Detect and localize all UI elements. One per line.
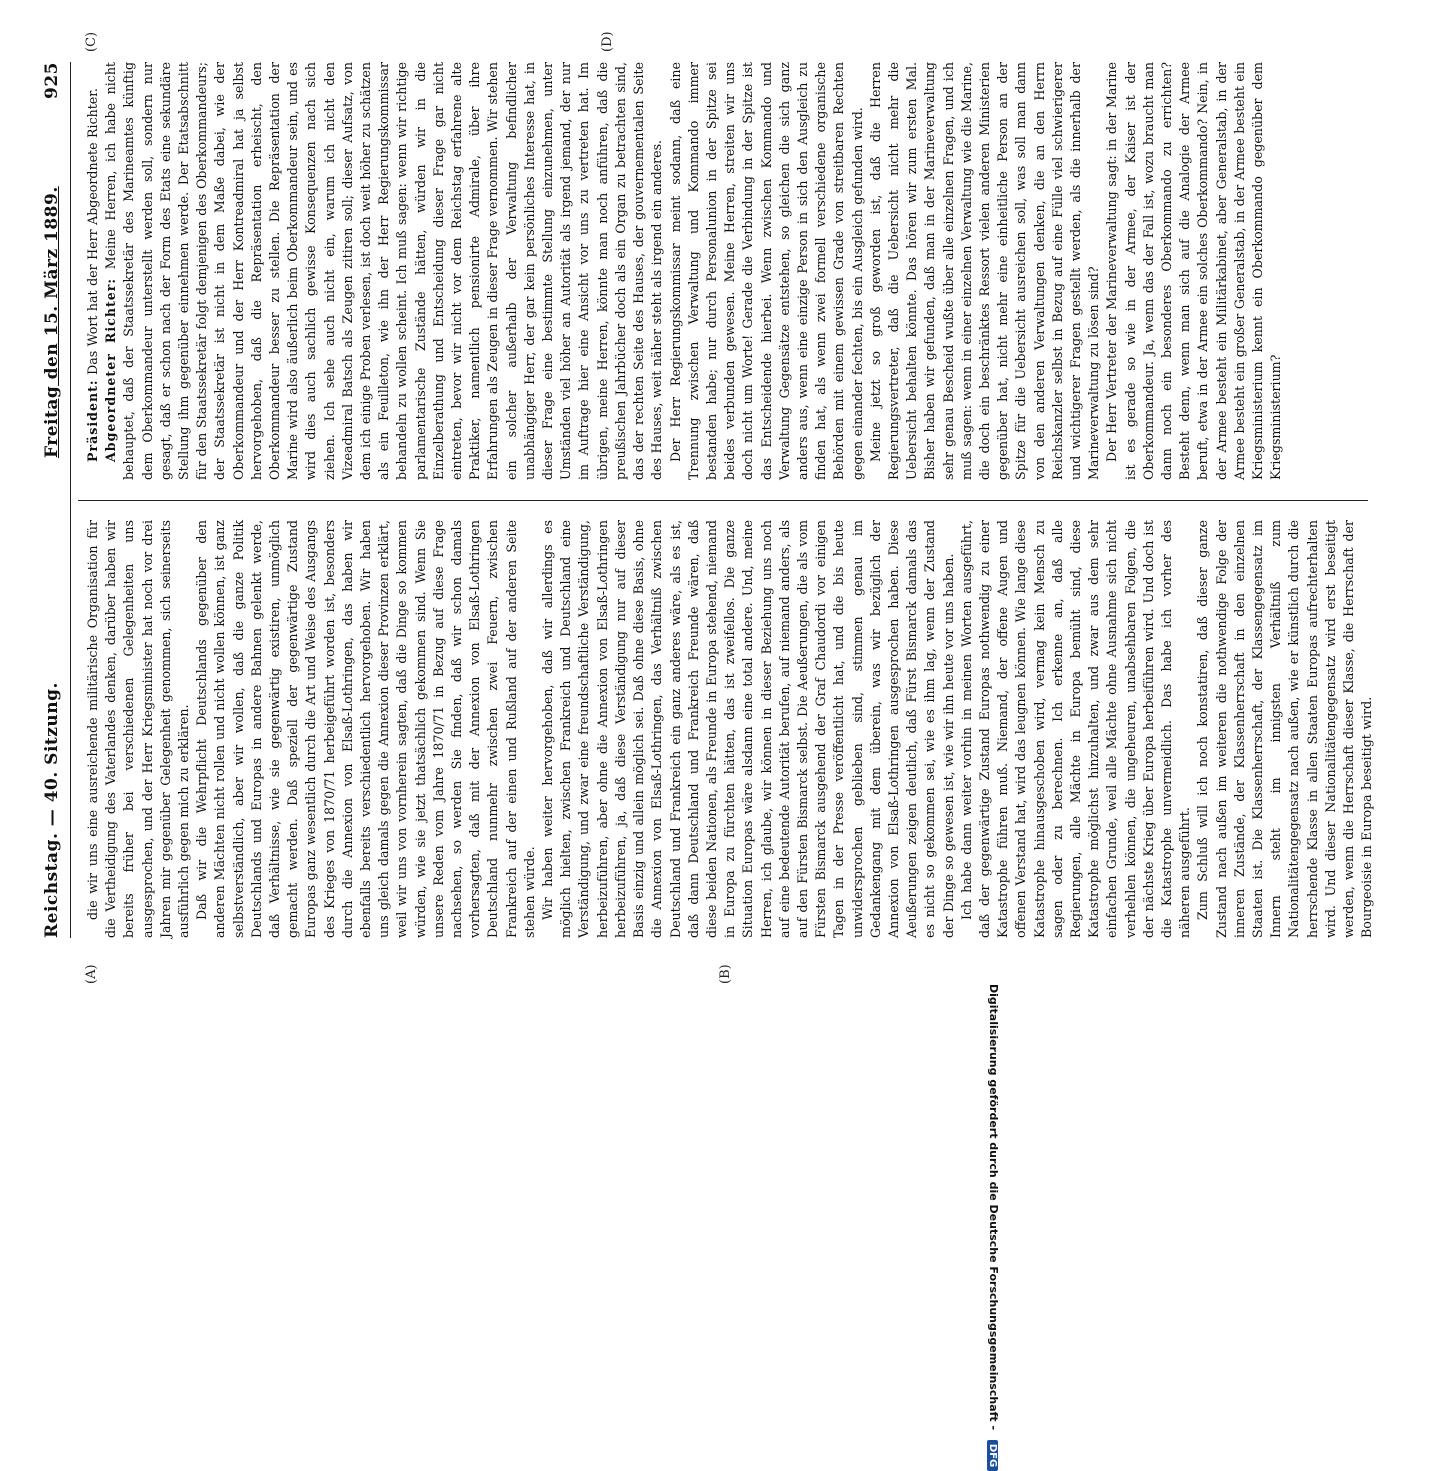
left-paragraph: Daß wir die Wehrpflicht Deutschlands gegenüber den anderen Mächten nicht rollen und nicht wollen können, ist ganz selbstverständlich, aber wir wollen, daß die ganze Politik Deutschlands und Europas in andere Bahnen gelenkt werde, daß Verhältnisse, wie sie gegenwärtig existiren, unmöglich gemacht werden. Daß speziell der gegenwärtige Zustand Europas ganz wesentlich durch die Art und Weise des Ausgangs des Krieges von 1870/71 herbeigeführt worden ist, besonders durch die Annexion von Elsaß-Lothringen, das haben wir ebenfalls bereits verschiedentlich hervorgehoben. Wir haben uns gleich damals gegen die Annexion dieser Provinzen erklärt, weil wir uns von vornherein sagten, daß die Dinge so kommen würden, wie sie jetzt thatsächlich gekommen sind. Wenn Sie unsere Reden vom Jahre 1870/71 in Bezug auf diese Frage nachsehen, so werden Sie finden, daß wir schon damals vorhersagten, daß mit der Annexion von Elsaß-Lothringen Deutschland nunmehr zwischen zwei Feuern, zwischen Frankreich auf der einen und Rußland auf der anderen Seite stehen würde. bbox=[194, 520, 537, 938]
digitization-credit bbox=[987, 984, 1000, 1471]
left-column bbox=[84, 520, 1376, 938]
page-header bbox=[38, 62, 68, 938]
header-rule bbox=[70, 62, 71, 938]
left-paragraph: Zum Schluß will ich noch konstatiren, daß dieser ganze Zustand nach außen im weiteren die nothwendige Folge der inneren Zustände, der Klassenherrschaft in den einzelnen Staaten ist. Die Klassenherrschaft, der Klassengegensatz im Innern steht im innigsten Verhältniß zum Nationalitätengegensatz nach außen, wie er künstlich durch die herrschende Klasse in allen Staaten Europas aufrechterhalten wird. Und dieser Nationalitätengegensatz wird erst beseitigt werden, wenn die Herrschaft dieser Klasse, die Herrschaft der Bourgeoisie in Europa beseitigt wird. bbox=[1195, 520, 1375, 938]
header-left-title: Reichstag. — 40. Sitzung. bbox=[42, 682, 62, 938]
right-paragraph: Der Herr Regierungskommissar meint sodann, daß eine Trennung zwischen Verwaltung und Kommando immer bestanden habe; nur durch Personalunion in der Spitze sei beides verbunden gewesen. Meine Herren, streiten wir uns doch nicht um Worte! Gerade die Verbindung in der Spitze ist das Entscheidende hierbei. Wenn zwischen Kommando und Verwaltung Gegensätze entstehen, so gleichen die sich ganz anders aus, wenn eine einzige Person in sich den Ausgleich zu finden hat, als wenn zwei formell verschiedene organische Behörden mit einem gewissen Grade von streitbaren Rechten gegen einander fechten, bis ein Ausgleich gefunden wird. bbox=[667, 62, 865, 480]
left-paragraph: die wir uns eine ausreichende militärische Organisation für die Vertheidigung des Vaterlandes denken, darüber haben wir bereits früher bei verschiedenen Gelegenheiten uns ausgesprochen, und der Herr Kriegsminister hat noch vor drei Jahren mir gegenüber Gelegenheit genommen, sich seinerseits ausführlich gegen mich zu erklären. bbox=[85, 520, 192, 938]
margin-mark-d: (D) bbox=[600, 31, 615, 52]
dfg-logo: DFG bbox=[987, 1440, 998, 1471]
credit-text: Digitalisierung gefördert durch die Deutsche Forschungsgemeinschaft - bbox=[987, 984, 1000, 1431]
right-paragraph: Meine jetzt so groß geworden ist, daß die Herren Regierungsvertreter, daß die Uebersicht nicht mehr die Uebersicht behalten könnte. Das hören wir zum ersten Mal. Bisher haben wir gefunden, daß man in der Marineverwaltung sehr genau Bescheid wußte über alle einzelnen Fragen, und ich muß sagen: wenn in einer einzelnen Verwaltung wie die Marine, die doch ein beschränktes Ressort vielen anderen Ministerien gegenüber hat, nicht mehr eine einheitliche Person an der Spitze für die Uebersicht ausreichen soll, was soll man dann von den anderen Verwaltungen denken, die an den Herrn Reichskanzler selbst in Bezug auf eine Fülle viel schwierigerer und wichtigerer Fragen gestellt werden, als die innerhalb der Marineverwaltung zu lösen sind? bbox=[867, 62, 1102, 480]
speaker-richter: Abgeordneter Richter: bbox=[103, 277, 119, 462]
margin-mark-a: (A) bbox=[84, 964, 99, 984]
column-divider bbox=[78, 500, 1368, 501]
right-column bbox=[84, 62, 1285, 480]
richter-text: Meine Herren, ich habe nicht behauptet, daß der Staatssekretär des Marineamtes künftig dem Oberkommandeur unterstellt werden soll, sondern nur gesagt, daß er schon nach der Form des Etats eine sekundäre Stellung ihm gegenüber einnehmen werde. Der Etatsabschnitt für den Staatssekretär folgt demjenigen des Oberkommandeurs; der Staatssekretär ist nicht in dem Maße dabei, wie der Oberkommandeur und der Herr Kontreadmiral hat ja selbst hervorgehoben, daß die Repräsentation erheischt, den Oberkommandeur besser zu stellen. Die Repräsentation der Marine wird also äußerlich beim Oberkommandeur sein, und es wird dies auch sachlich gewisse Konsequenzen nach sich ziehen. Ich sehe auch nicht ein, warum ich nicht den Vizeadmiral Batsch als Zeugen zitiren soll; dieser Aufsatz, von dem ich einige Proben verlesen, ist doch weit höher zu schätzen als ein Feuilleton, wie ihn der Herr Regierungskommissar behandeln zu wollen scheint. Ich muß sagen: wenn wir richtige parlamentarische Zustände hätten, würden wir in die Einzelberathung und Entscheidung dieser Frage gar nicht eintreten, bevor wir nicht vor dem Reichstag erfahrene alte Praktiker, namentlich pensionirte Admirale, über ihre Erfahrungen als Zeugen in dieser Frage vernommen. Wir stehen ein solcher außerhalb der Verwaltung befindlicher unabhängiger Herr, der gar kein persönliches Interesse hat, in dieser Frage eine bestimmte Stellung einzunehmen, unter Umständen viel höher an Autorität als irgend jemand, der nur im Auftrage hier eine Ansicht vor uns zu vertreten hat. Im übrigen, meine Herren, könnte man noch anführen, daß die preußischen Jahrbücher doch als ein Organ zu betrachten sind, das der rechten Seite des Hauses, der gouvernementalen Seite des Hauses, weit näher steht als irgend ein anderes. bbox=[103, 62, 665, 480]
margin-mark-b: (B) bbox=[718, 964, 733, 984]
speaker-president: Präsident: bbox=[85, 379, 100, 462]
richter-paragraph bbox=[102, 62, 666, 480]
president-paragraph bbox=[84, 62, 102, 480]
president-text: Das Wort hat der Herr Abgeordnete Richter. bbox=[85, 88, 100, 375]
left-paragraph: Ich habe dann weiter vorhin in meinen Worten ausgeführt, daß der gegenwärtige Zustand Europas nothwendig zu einer Katastrophe führen muß. Niemand, der offene Augen und offenen Verstand hat, wird das leugnen können. Wie lange diese Katastrophe hinausgeschoben wird, vermag kein Mensch zu sagen oder zu berechnen. Ich erkenne an, daß alle Regierungen, alle Mächte in Europa bemüht sind, diese Katastrophe möglichst hinzuhalten, und zwar aus dem sehr einfachen Grunde, weil alle Mächte ohne Ausnahme sich nicht verhehlen können, die ungeheuren, unabsehbaren Folgen, die der nächste Krieg über Europa herbeiführen wird. Und doch ist die Katastrophe unvermeidlich. Das habe ich vorher des näheren ausgeführt. bbox=[958, 520, 1193, 938]
page-number: 925 bbox=[42, 62, 62, 99]
right-paragraph: Der Herr Vertreter der Marineverwaltung sagt: in der Marine ist es gerade so wie in der Armee, der Kaiser ist der Oberkommandeur. Ja, wenn das der Fall ist, wozu braucht man dann noch ein besonderes Oberkommando zu errichten? Besteht denn, wenn man sich auf die Analogie der Armee beruft, etwa in der Armee ein solches Oberkommando? Nein, in der Armee besteht ein Militärkabinet, aber Generalstab, in der Armee besteht ein großer Generalstab, in der Armee besteht ein Kriegsministerium kennt ein Oberkommando gegenüber dem Kriegsministerium? bbox=[1104, 62, 1284, 480]
left-paragraph: Wir haben weiter hervorgehoben, daß wir allerdings es möglich hielten, zwischen Frankreich und Deutschland eine Verständigung, und zwar eine freundschaftliche Verständigung, herbeizuführen, aber ohne die Annexion von Elsaß-Lothringen herbeizuführen, ja, daß diese Verständigung nur auf dieser Basis einzig und allein möglich sei. Daß ohne diese Basis, ohne die Annexion von Elsaß-Lothringen, das Verhältniß zwischen Deutschland und Frankreich ein ganz anderes wäre, als es ist, daß dann Deutschland und Frankreich Freunde wären, daß diese beiden Nationen, als Freunde in Europa stehend, niemand in Europa zu fürchten hätten, das ist zweifellos. Die ganze Situation Europas wäre alsdann eine total andere. Und, meine Herren, ich glaube, wir können in dieser Beziehung uns noch auf eine bedeutende Autorität berufen, auf niemand anders, als auf den Fürsten Bismarck selbst. Die Aeußerungen, die als vom Fürsten Bismarck ausgehend der Graf Chaudordi vor einigen Tagen in der Presse veröffentlicht hat, und die bis heute unwidersprochen geblieben sind, stimmen genau im Gedankengang mit dem überein, was wir bezüglich der Annexion von Elsaß-Lothringen ausgesprochen haben. Diese Aeußerungen zeigen deutlich, daß Fürst Bismarck damals das es nicht so gekommen sei, wie es ihm lag, wenn der Zustand der Dinge so gewesen ist, wie wir ihn heute vor uns haben. bbox=[540, 520, 956, 938]
margin-mark-c: (C) bbox=[84, 31, 99, 52]
header-date: Freitag den 15. März 1889. bbox=[42, 186, 62, 458]
